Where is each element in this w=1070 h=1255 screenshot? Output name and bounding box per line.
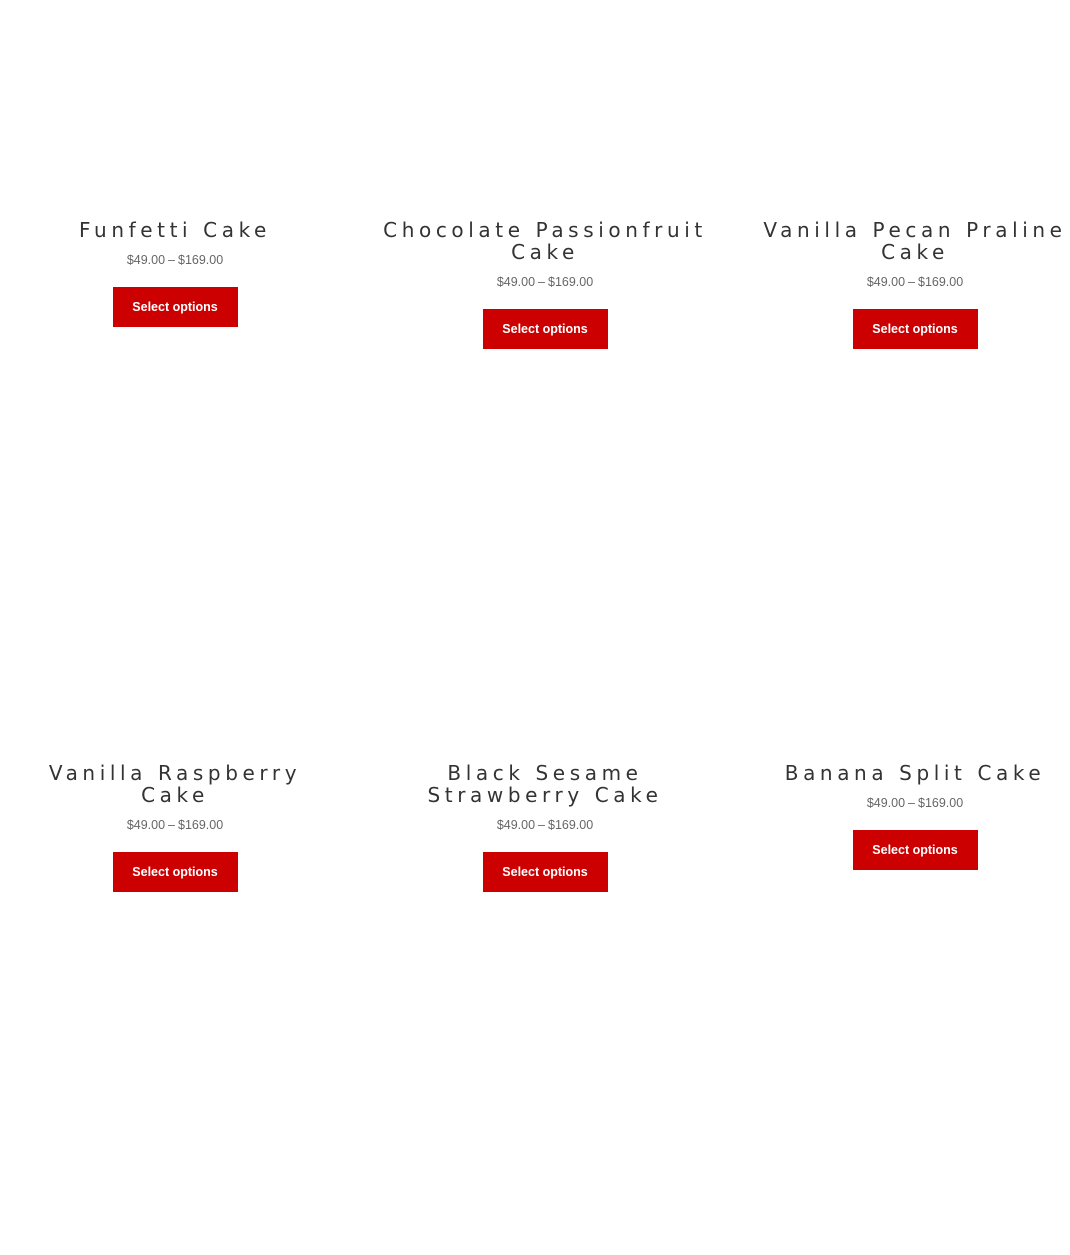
select-options-button[interactable]: Select options [113, 852, 238, 892]
product-image[interactable] [10, 422, 340, 612]
product-title[interactable]: Chocolate Passionfruit Cake [383, 218, 707, 264]
price-separator: – [538, 818, 545, 832]
price-max: $169.00 [548, 275, 594, 289]
price-separator: – [168, 253, 175, 267]
product-price [750, 275, 1070, 289]
product-card [380, 762, 710, 892]
select-options-button[interactable]: Select options [113, 287, 238, 327]
price-min: $49.00 [496, 275, 536, 289]
price-max: $169.00 [178, 253, 224, 267]
product-image[interactable] [380, 422, 710, 612]
product-card [750, 219, 1070, 349]
price-separator: – [168, 818, 175, 832]
price-max: $169.00 [178, 818, 224, 832]
product-title[interactable]: Vanilla Pecan Praline Cake [763, 218, 1067, 264]
product-image[interactable] [380, 14, 710, 204]
product-card [750, 762, 1070, 870]
product-price [380, 275, 710, 289]
price-separator: – [908, 796, 915, 810]
product-title[interactable]: Vanilla Raspberry Cake [48, 761, 302, 807]
price-min: $49.00 [126, 253, 166, 267]
product-card [10, 762, 340, 892]
price-separator: – [908, 275, 915, 289]
product-price [10, 253, 340, 267]
product-price [380, 818, 710, 832]
product-card [10, 219, 340, 327]
price-min: $49.00 [496, 818, 536, 832]
price-max: $169.00 [918, 796, 964, 810]
price-min: $49.00 [126, 818, 166, 832]
product-card [380, 219, 710, 349]
product-title[interactable]: Banana Split Cake [784, 761, 1046, 785]
product-title[interactable]: Black Sesame Strawberry Cake [427, 761, 663, 807]
select-options-button[interactable]: Select options [483, 309, 608, 349]
price-max: $169.00 [548, 818, 594, 832]
product-image[interactable] [10, 14, 340, 204]
price-min: $49.00 [866, 275, 906, 289]
product-image[interactable] [750, 14, 1070, 204]
price-max: $169.00 [918, 275, 964, 289]
product-image[interactable] [750, 422, 1070, 612]
select-options-button[interactable]: Select options [483, 852, 608, 892]
price-separator: – [538, 275, 545, 289]
price-min: $49.00 [866, 796, 906, 810]
select-options-button[interactable]: Select options [853, 309, 978, 349]
product-price [750, 796, 1070, 810]
select-options-button[interactable]: Select options [853, 830, 978, 870]
product-price [10, 818, 340, 832]
product-title[interactable]: Funfetti Cake [79, 218, 271, 242]
